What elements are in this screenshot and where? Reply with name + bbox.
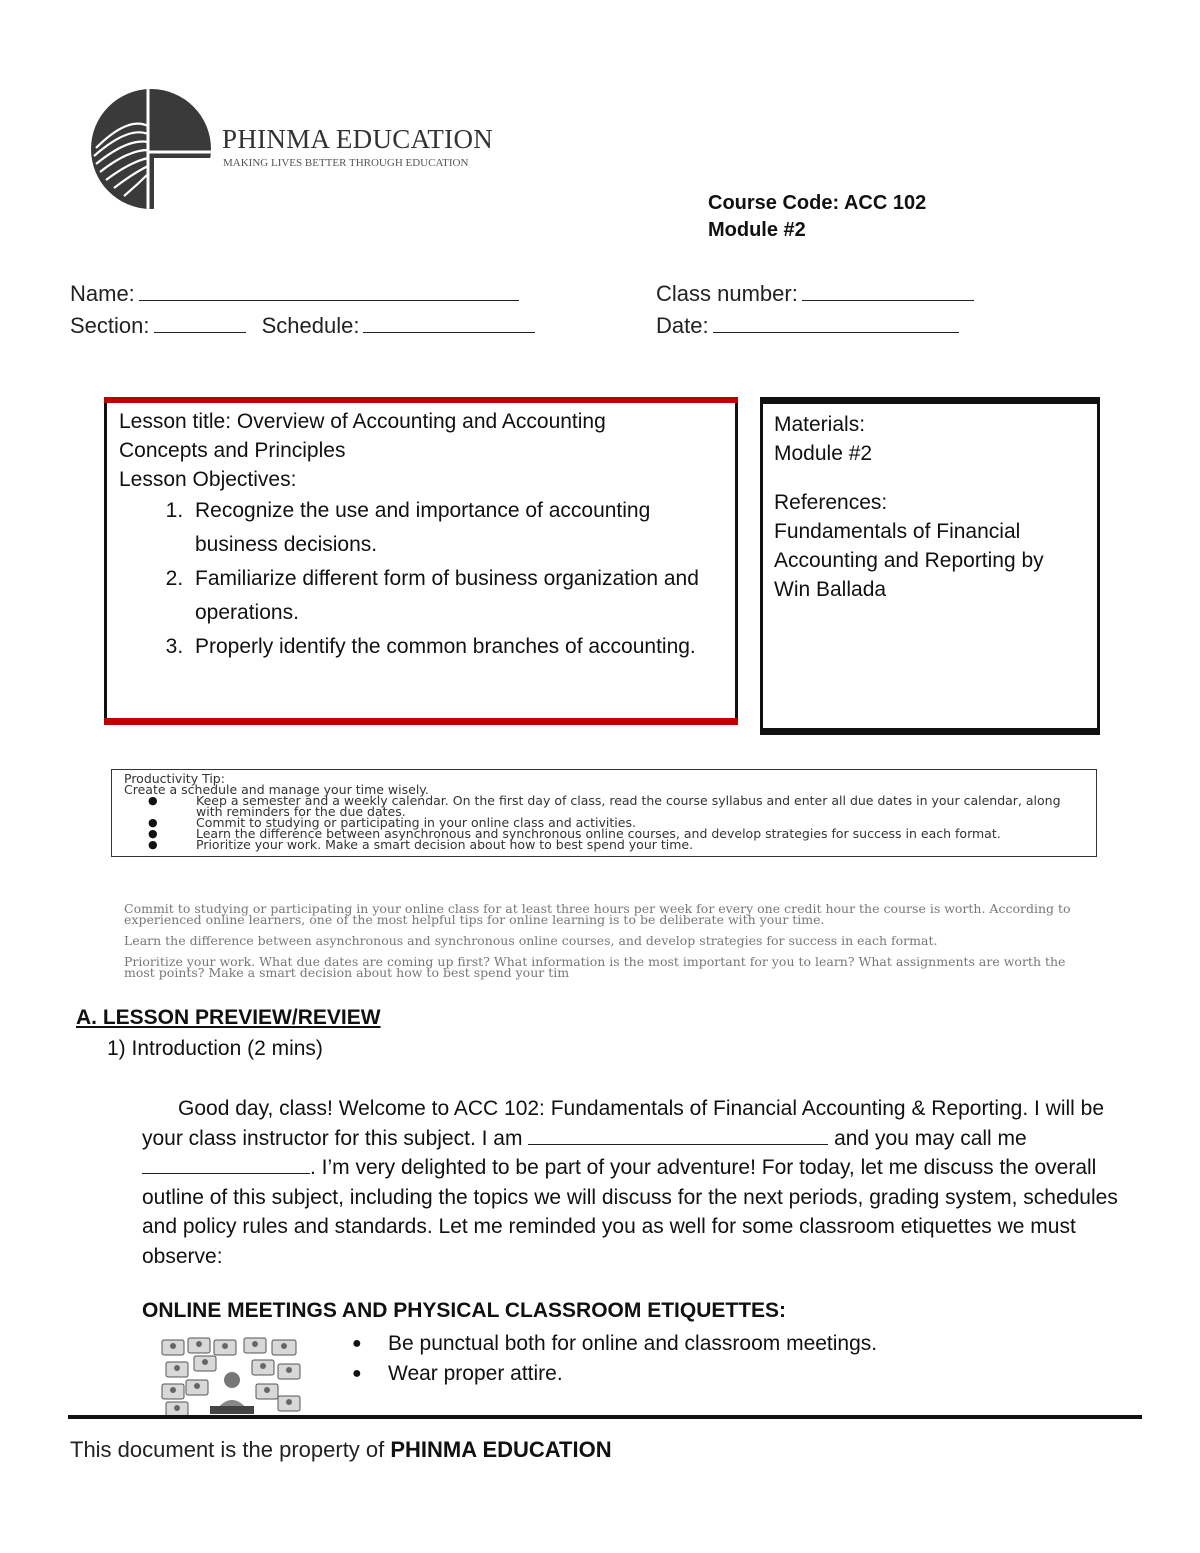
objectives-label: Lesson Objectives: (119, 468, 297, 491)
intro-heading: 1) Introduction (2 mins) (107, 1037, 323, 1060)
name-label: Name: (70, 281, 135, 306)
instructor-name-blank[interactable] (528, 1126, 828, 1145)
course-code: Course Code: ACC 102 (708, 192, 927, 214)
phinma-logo-icon (88, 86, 214, 212)
section-heading: A. LESSON PREVIEW/REVIEW (76, 1006, 381, 1029)
welcome-paragraph (142, 1094, 1142, 1271)
lesson-title-line2: Concepts and Principles (119, 439, 346, 462)
section-label: Section: (70, 313, 150, 338)
materials-value: Module #2 (774, 442, 873, 465)
tip-title: Productivity Tip: (124, 771, 225, 786)
productivity-tip-box (111, 769, 1097, 857)
section-blank[interactable] (154, 312, 246, 333)
tip-item: ● Learn the difference between asynchronous and synchronous online courses, and develop strategies for success in each format. (124, 828, 1084, 839)
nickname-blank[interactable] (142, 1155, 310, 1174)
name-blank[interactable] (139, 280, 519, 301)
tip-item: ● Commit to studying or participating in your online class and activities. (124, 817, 1084, 828)
date-field[interactable] (656, 312, 959, 339)
etiquette-title: ONLINE MEETINGS AND PHYSICAL CLASSROOM ETIQUETTES: (142, 1299, 787, 1322)
date-label: Date: (656, 313, 709, 338)
etiquette-list (352, 1329, 877, 1389)
faint-paragraph: Learn the difference between asynchronous and synchronous online courses, and develop strategies for success in each format. (124, 933, 938, 948)
schedule-label: Schedule: (261, 313, 360, 338)
footer-note (70, 1437, 612, 1463)
logo-name: PHINMA EDUCATION (222, 124, 494, 154)
tip-subtitle: Create a schedule and manage your time wisely. (124, 782, 429, 797)
faint-paragraph: Prioritize your work. What due dates are coming up first? What information is the most important for you to learn? What assignments are worth the most points? Make a smart decision about how to best spend your tim (124, 954, 1066, 980)
faint-notes (124, 903, 1084, 988)
objective-item: 2. Familiarize different form of business organization and operations. (189, 562, 719, 630)
objectives-list (119, 494, 719, 664)
section-field[interactable] (70, 312, 535, 339)
footer-owner: PHINMA EDUCATION (390, 1437, 612, 1462)
references-label: References: (774, 491, 888, 514)
tip-list (124, 795, 1084, 850)
materials-label: Materials: (774, 413, 866, 436)
class-number-field[interactable] (656, 280, 974, 307)
tip-item: ● Keep a semester and a weekly calendar. On the first day of class, read the course syllabus and enter all due dates in your calendar, along with reminders for the due dates. (124, 795, 1084, 817)
class-number-blank[interactable] (802, 280, 974, 301)
objective-item: 1. Recognize the use and importance of accounting business decisions. (189, 494, 719, 562)
tip-item: ● Prioritize your work. Make a smart decision about how to best spend your time. (124, 839, 1084, 850)
welcome-text-1: Good day, class! Welcome to ACC 102: Fundamentals of Financial Accounting & Reporting. I will be your class instructor for this subject. I am (142, 1097, 1105, 1150)
schedule-blank[interactable] (363, 312, 535, 333)
welcome-text-3: . I’m very delighted to be part of your adventure! For today, let me discuss the overall outline of this subject, including the topics we will discuss for the next periods, grading system, schedules and policy rules and standards. Let me reminded you as well for some classroom etiquettes we must observe: (142, 1156, 1118, 1268)
lesson-box (104, 397, 738, 719)
materials-box (760, 397, 1100, 735)
module-number: Module #2 (708, 219, 806, 241)
lesson-title-line1: Lesson title: Overview of Accounting and Accounting (119, 410, 606, 433)
faint-paragraph: Commit to studying or participating in your online class for at least three hours per week for every one credit hour the course is worth. According to experienced online learners, one of the most helpful tips for online learning is to be deliberate with your time. (124, 901, 1071, 927)
footer-prefix: This document is the property of (70, 1437, 391, 1462)
etiquette-item: ● Wear proper attire. (352, 1359, 877, 1389)
logo-tagline: MAKING LIVES BETTER THROUGH EDUCATION (223, 157, 469, 169)
objective-item: 3. Properly identify the common branches of accounting. (189, 630, 719, 664)
welcome-text-2: and you may call me (828, 1126, 1027, 1150)
name-field[interactable] (70, 280, 519, 307)
etiquette-item: ● Be punctual both for online and classroom meetings. (352, 1329, 877, 1359)
date-blank[interactable] (713, 312, 959, 333)
class-number-label: Class number: (656, 281, 798, 306)
footer-divider (68, 1415, 1142, 1419)
references-value: Fundamentals of Financial Accounting and Reporting by Win Ballada (774, 520, 1044, 601)
online-meeting-illustration (160, 1336, 302, 1418)
